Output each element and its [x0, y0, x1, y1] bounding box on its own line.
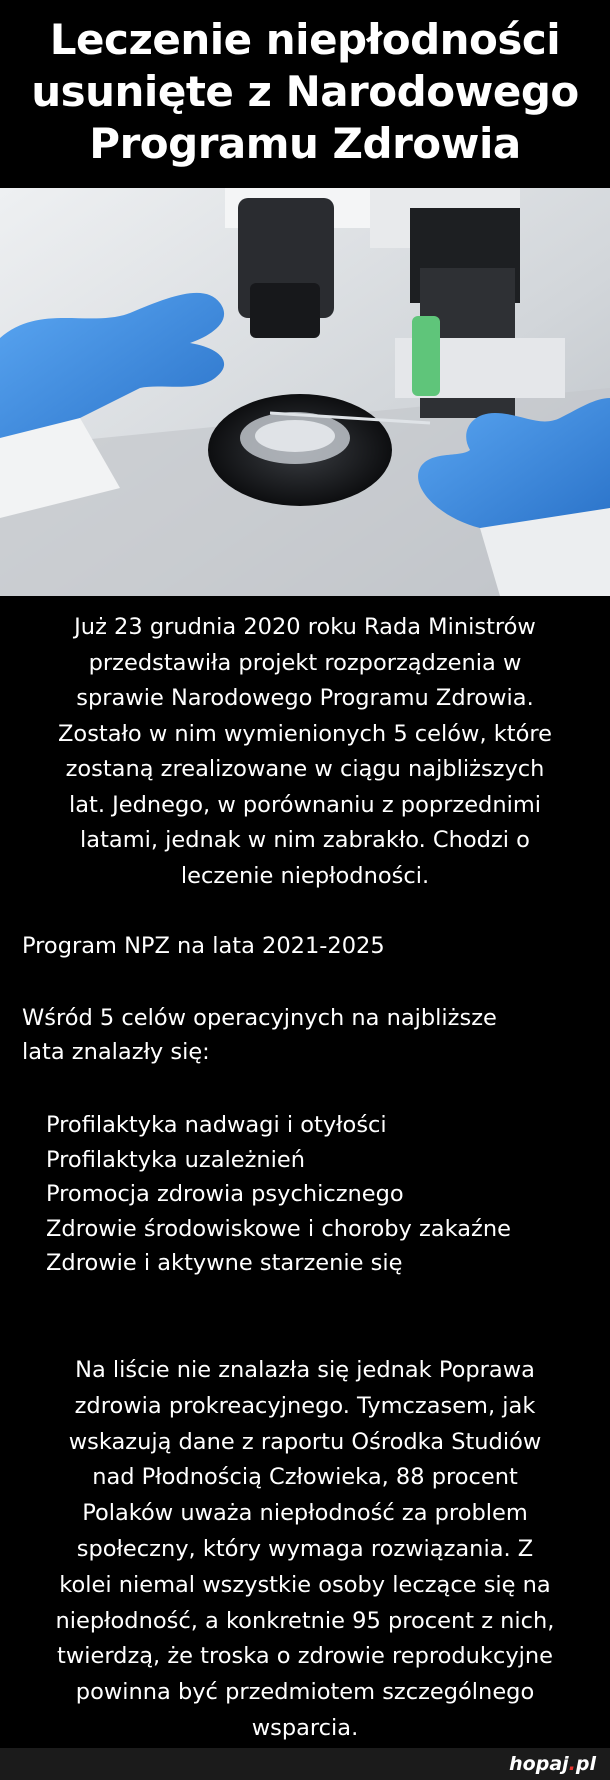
goal-item: Zdrowie i aktywne starzenie się	[46, 1250, 403, 1276]
outro-paragraph	[18, 1353, 592, 1747]
intro-line: przedstawiła projekt rozporządzenia w	[88, 649, 522, 676]
intro-paragraph	[22, 610, 588, 894]
outro-line: zdrowia prokreacyjnego. Tymczasem, jak	[74, 1392, 536, 1419]
program-heading: Program NPZ na lata 2021-2025	[22, 933, 385, 959]
intro-line: Już 23 grudnia 2020 roku Rada Ministrów	[74, 614, 536, 640]
intro-line: lat. Jednego, w porównaniu z poprzednimi	[68, 791, 542, 818]
logo-tld: pl	[575, 1753, 596, 1775]
headline	[0, 14, 610, 170]
outro-line: nad Płodnością Człowieka, 88 procent	[92, 1464, 518, 1491]
laboratory-illustration	[0, 188, 610, 596]
outro-line: społeczny, który wymaga rozwiązania. Z	[76, 1535, 534, 1562]
outro-line: niepłodność, a konkretnie 95 procent z nich,	[55, 1607, 555, 1634]
goals-list	[46, 1108, 511, 1281]
intro-line: latami, jednak w nim zabrakło. Chodzi o	[80, 827, 530, 853]
outro-line: kolei niemal wszystkie osoby leczące się na	[59, 1571, 551, 1598]
goal-item: Profilaktyka uzależnień	[46, 1146, 306, 1173]
outro-line: twierdzą, że troska o zdrowie reprodukcyjne	[57, 1643, 553, 1670]
intro-line: zostaną zrealizowane w ciągu najbliższych	[65, 756, 545, 782]
logo-main: hopaj	[509, 1753, 569, 1775]
outro-line: Polaków uważa niepłodność za problem	[82, 1500, 528, 1527]
footer-bar	[0, 1748, 610, 1780]
intro-line: leczenie niepłodności.	[180, 862, 430, 889]
intro-line: sprawie Narodowego Programu Zdrowia.	[76, 685, 534, 711]
laboratory-photo	[0, 188, 610, 596]
headline-line: Leczenie niepłodności	[49, 15, 561, 64]
outro-line: wsparcia.	[251, 1714, 359, 1741]
headline-line: Programu Zdrowia	[89, 119, 521, 168]
goal-item: Zdrowie środowiskowe i choroby zakaźne	[46, 1215, 511, 1242]
goals-intro-line: lata znalazły się:	[22, 1039, 210, 1065]
outro-line: powinna być przedmiotem szczególnego	[75, 1679, 535, 1706]
headline-line: usunięte z Narodowego	[31, 67, 579, 116]
outro-line: Na liście nie znalazła się jednak Poprawa	[75, 1357, 535, 1383]
goal-item: Promocja zdrowia psychicznego	[46, 1181, 404, 1207]
site-logo[interactable]	[509, 1753, 596, 1775]
goals-intro-line: Wśród 5 celów operacyjnych na najbliższe	[22, 1005, 497, 1031]
goal-item: Profilaktyka nadwagi i otyłości	[46, 1112, 387, 1138]
outro-line: wskazują dane z raportu Ośrodka Studiów	[68, 1428, 542, 1455]
logo-dot: .	[568, 1753, 576, 1775]
intro-line: Zostało w nim wymienionych 5 celów, które	[58, 720, 552, 747]
